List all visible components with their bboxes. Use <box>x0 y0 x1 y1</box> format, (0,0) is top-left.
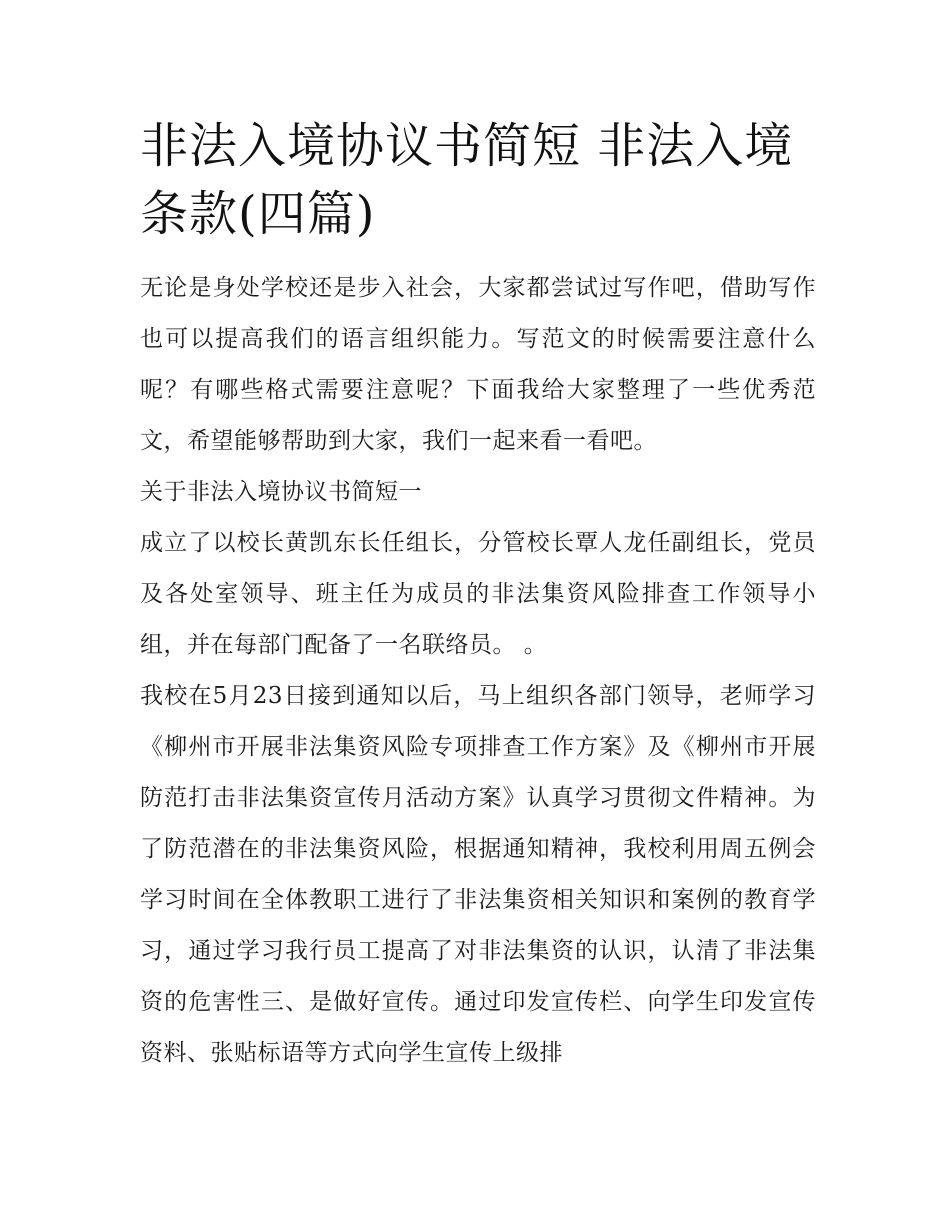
document-body <box>140 263 816 1079</box>
document-title: 非法入境协议书简短 非法入境条款(四篇) <box>140 118 794 242</box>
section-heading: 关于非法入境协议书简短一 <box>140 479 422 505</box>
body-paragraph-2: 我校在5月23日接到通知以后，马上组织各部门领导，老师学习《柳州市开展非法集资风险专项排查工作方案》及《柳州市开展防范打击非法集资宣传月活动方案》认真学习贯彻文件精神。为了防范潜在的非法集资风险，根据通知精神，我校利用周五例会学习时间在全体教职工进行了非法集资相关知识和案例的教育学习，通过学习我行员工提高了对非法集资的认识，认清了非法集资的危害性三、是做好宣传。通过印发宣传栏、向学生印发宣传资料、张贴标语等方式向学生宣传上级排 <box>140 683 816 1066</box>
intro-paragraph: 无论是身处学校还是步入社会，大家都尝试过写作吧，借助写作也可以提高我们的语言组织能力。写范文的时候需要注意什么呢？有哪些格式需要注意呢？下面我给大家整理了一些优秀范文，希望能够帮助到大家，我们一起来看一看吧。 <box>140 275 816 454</box>
body-paragraph-1: 成立了以校长黄凯东长任组长，分管校长覃人龙任副组长，党员及各处室领导、班主任为成员的非法集资风险排查工作领导小组，并在每部门配备了一名联络员。 。 <box>140 530 816 658</box>
document-page <box>140 112 816 1079</box>
